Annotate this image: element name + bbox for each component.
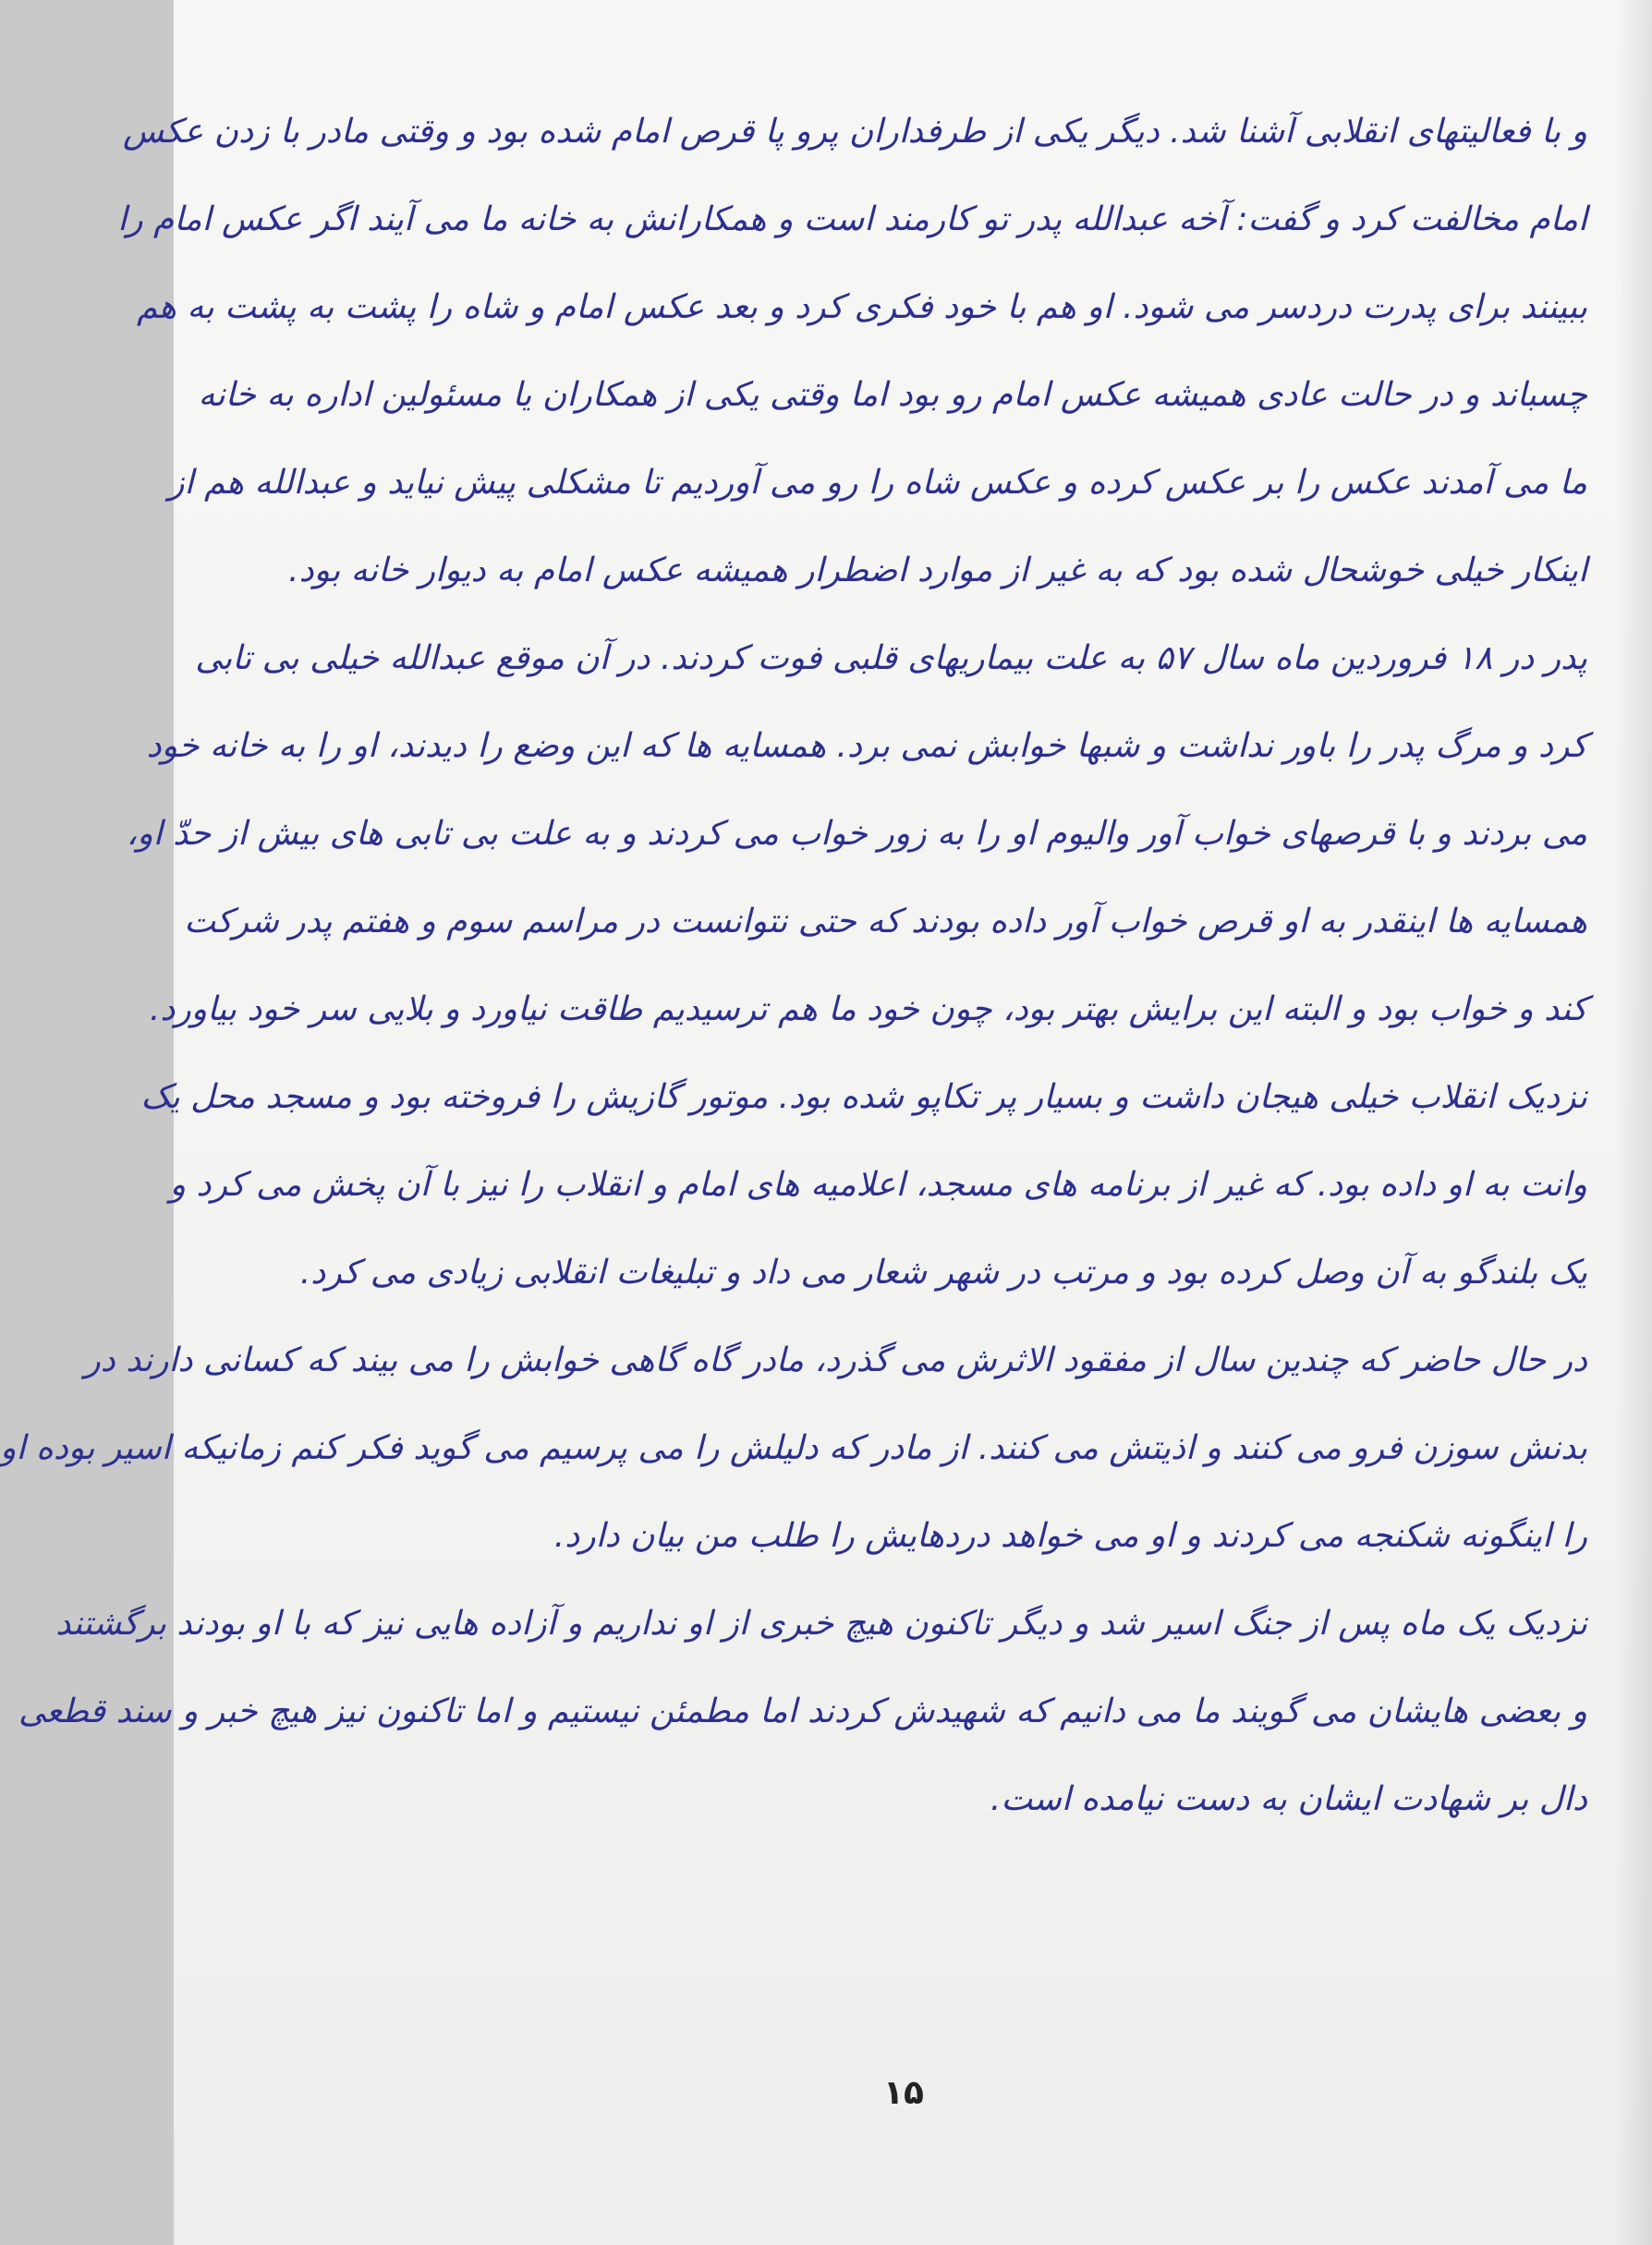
text-line: یک بلندگو به آن وصل کرده بود و مرتب در شهر شعار می داد و تبلیغات انقلابی زیادی می کرد. [299,1254,1587,1292]
text-line: می بردند و با قرصهای خواب آور والیوم او را به زور خواب می کردند و به علت بی تابی های بیش از حدّ او، [126,815,1587,853]
text-line: کند و خواب بود و البته این برایش بهتر بود، چون خود ما هم ترسیدیم طاقت نیاورد و بلایی سر خود بیاورد. [149,990,1587,1028]
text-line: دال بر شهادت ایشان به دست نیامده است. [990,1780,1587,1818]
text-line: و با فعالیتهای انقلابی آشنا شد. دیگر یکی از طرفداران پرو پا قرص امام شده بود و وقتی مادر با زدن عکس [122,113,1587,151]
paragraph-start-line: نزدیک یک ماه پس از جنگ اسیر شد و دیگر تاکنون هیچ خبری از او نداریم و آزاده هایی نیز که با او بودند برگشتند [55,1605,1587,1643]
page-edge-shadow [1615,0,1652,2245]
text-line: امام مخالفت کرد و گفت: آخه عبدالله پدر تو کارمند است و همکارانش به خانه ما می آیند اگر عکس امام را [117,200,1587,238]
text-line: بدنش سوزن فرو می کنند و اذیتش می کنند. از مادر که دلیلش را می پرسیم می گوید فکر کنم زمانیکه اسیر بوده او [0,1429,1587,1467]
handwritten-text-block [0,88,1587,1843]
text-line: چسباند و در حالت عادی همیشه عکس امام رو بود اما وقتی یکی از همکاران یا مسئولین اداره به خانه [198,376,1587,414]
text-line: وانت به او داده بود. که غیر از برنامه های مسجد، اعلامیه های امام و انقلاب را نیز با آن پخش می کرد و [169,1166,1587,1204]
text-line: و بعضی هایشان می گویند ما می دانیم که شهیدش کردند اما مطمئن نیستیم و اما تاکنون نیز هیچ خبر و سند قطعی [18,1693,1587,1730]
text-line: کرد و مرگ پدر را باور نداشت و شبها خوابش نمی برد. همسایه ها که این وضع را دیدند، او را به خانه خود [146,727,1587,765]
page-number: ۱۵ [883,2074,924,2112]
paragraph-start-line: نزدیک انقلاب خیلی هیجان داشت و بسیار پر تکاپو شده بود. موتور گازیش را فروخته بود و مسجد محل یک [140,1078,1587,1116]
paragraph-start-line: پدر در ۱۸ فروردین ماه سال ۵۷ به علت بیماریهای قلبی فوت کردند. در آن موقع عبدالله خیلی بی تابی [195,639,1587,677]
text-line: همسایه ها اینقدر به او قرص خواب آور داده بودند که حتی نتوانست در مراسم سوم و هفتم پدر شرکت [184,903,1587,940]
text-line: ما می آمدند عکس را بر عکس کرده و عکس شاه را رو می آوردیم تا مشکلی پیش نیاید و عبدالله هم از [168,464,1587,502]
text-line: اینکار خیلی خوشحال شده بود که به غیر از موارد اضطرار همیشه عکس امام به دیوار خانه بود. [288,552,1587,589]
text-line: را اینگونه شکنجه می کردند و او می خواهد دردهایش را طلب من بیان دارد. [553,1517,1587,1555]
text-line: ببینند برای پدرت دردسر می شود. او هم با خود فکری کرد و بعد عکس امام و شاه را پشت به پشت به هم [137,288,1587,326]
paragraph-start-line: در حال حاضر که چندین سال از مفقود الاثرش می گذرد، مادر گاه گاهی خوابش را می بیند که کسانی دارند در [84,1341,1587,1379]
